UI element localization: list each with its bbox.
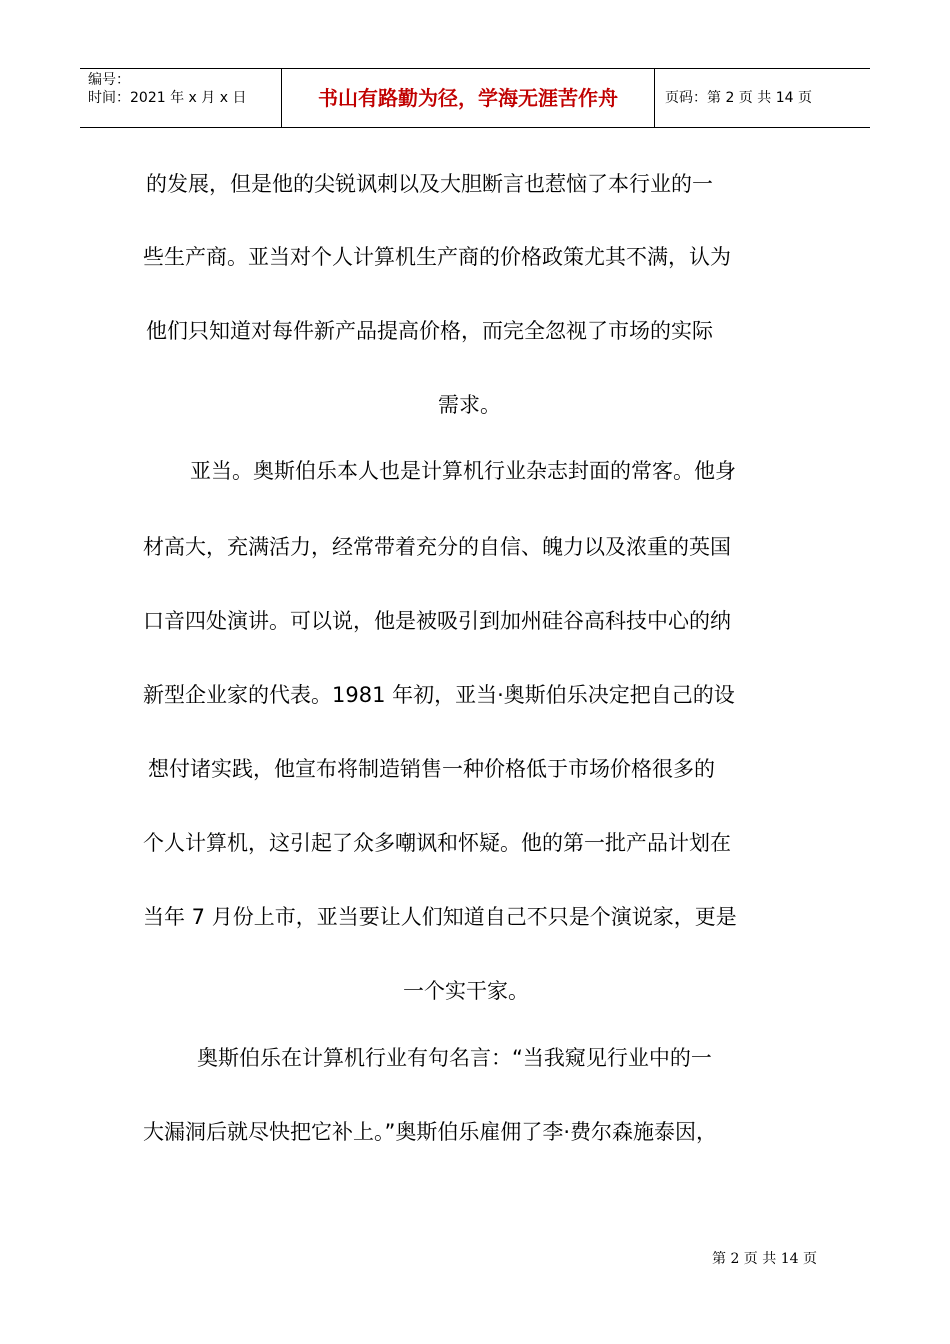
body-line: 一个实干家。	[403, 979, 529, 1003]
page-header	[80, 68, 870, 128]
body-line: 他们只知道对每件新产品提高价格，而完全忽视了市场的实际	[146, 319, 713, 343]
header-meta	[80, 69, 282, 128]
body-line: 口音四处演讲。可以说，他是被吸引到加州硅谷高科技中心的纳	[143, 609, 731, 633]
body-line: 个人计算机，这引起了众多嘲讽和怀疑。他的第一批产品计划在	[143, 831, 731, 855]
body-line: 需求。	[438, 393, 501, 417]
body-line: 当年 7 月份上市，亚当要让人们知道自己不只是个演说家，更是	[143, 905, 737, 929]
body-line: 大漏洞后就尽快把它补上。”奥斯伯乐雇佣了李·费尔森施泰因，	[143, 1120, 718, 1144]
header-page-number: 页码：第 2 页 共 14 页	[665, 90, 812, 106]
document-date: 时间：2021 年 x 月 x 日	[88, 90, 247, 106]
body-line: 想付诸实践，他宣布将制造销售一种价格低于市场价格很多的	[148, 757, 715, 781]
body-line: 些生产商。亚当对个人计算机生产商的价格政策尤其不满，认为	[143, 245, 731, 269]
page-footer: 第 2 页 共 14 页	[712, 1251, 817, 1267]
body-line: 亚当。奥斯伯乐本人也是计算机行业杂志封面的常客。他身	[190, 459, 736, 483]
body-line: 新型企业家的代表。1981 年初，亚当·奥斯伯乐决定把自己的设	[143, 683, 735, 707]
body-line: 的发展，但是他的尖锐讽刺以及大胆断言也惹恼了本行业的一	[146, 172, 713, 196]
header-motto: 书山有路勤为径，学海无涯苦作舟	[282, 69, 655, 128]
body-line: 奥斯伯乐在计算机行业有句名言：“当我窥见行业中的一	[197, 1046, 712, 1070]
body-line: 材高大，充满活力，经常带着充分的自信、魄力以及浓重的英国	[143, 535, 731, 559]
document-number: 编号：	[88, 72, 130, 88]
